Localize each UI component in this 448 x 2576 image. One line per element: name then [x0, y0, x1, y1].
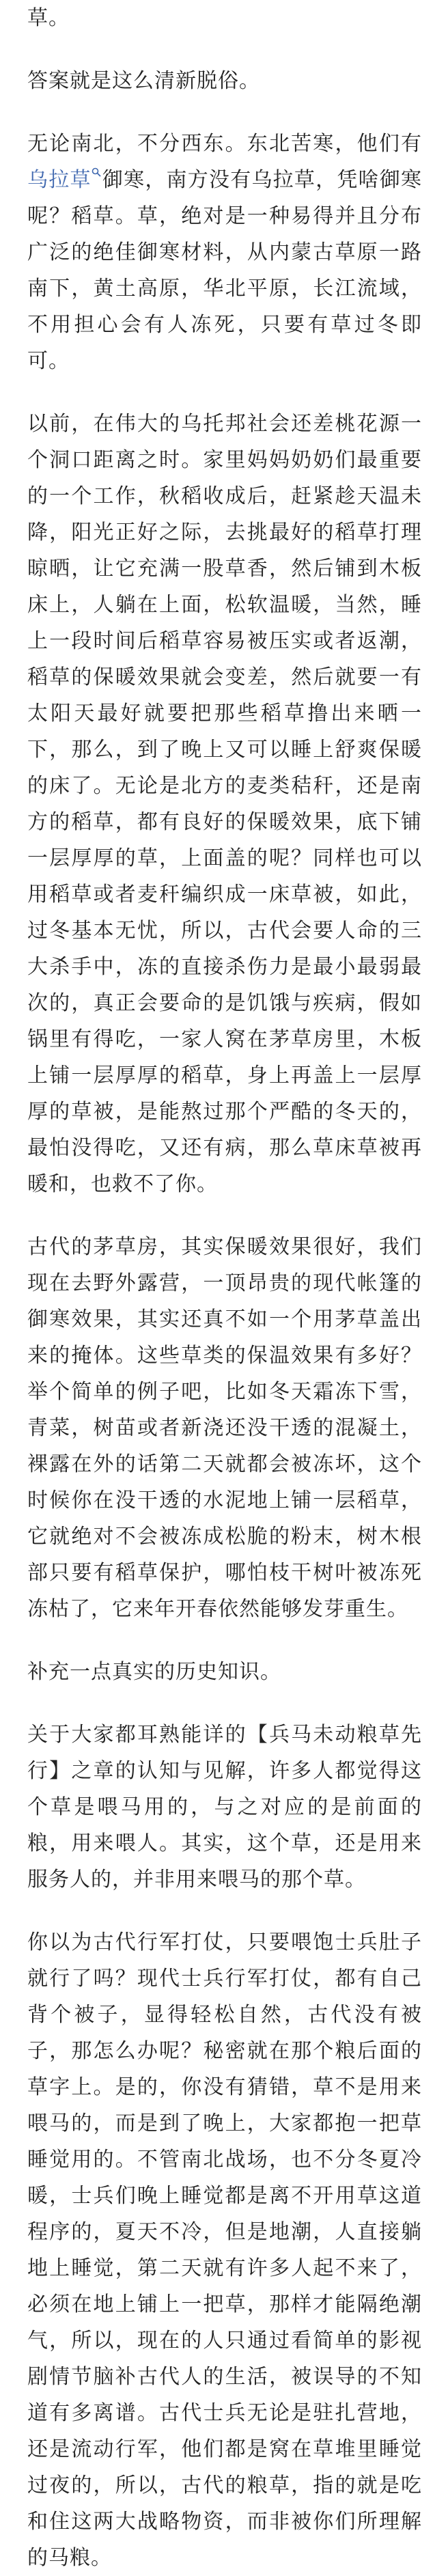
wula-grass-link[interactable]	[27, 168, 102, 192]
link-text[interactable]: 乌拉草	[27, 168, 92, 192]
paragraph-north-south	[27, 126, 422, 379]
paragraph-thatch-house: 古代的茅草房，其实保暖效果很好，我们现在去野外露营，一顶昂贵的现代帐篷的御寒效果，其实还真不如一个用茅草盖出来的掩体。这些草类的保温效果有多好？举个简单的例子吧，比如冬天霜冻下雪，青菜，树苗或者新浇还没干透的混凝土，裸露在外的话第二天就都会被冻坏，这个时候你在没干透的水泥地上铺一层稻草，它就绝对不会被冻成松脆的粉末，树木根部只要有稻草保护，哪怕枝干树叶被冻死冻枯了，它来年开春依然能够发芽重生。	[27, 1235, 422, 1621]
paragraph-text: 御寒，南方没有乌拉草，凭啥御寒呢？稻草。草，绝对是一种易得并且分布广泛的绝佳御寒材料，从内蒙古草原一路南下，黄土高原，华北平原，长江流域，不用担心会有人冻死，只要有草过冬即可。	[27, 168, 423, 373]
paragraph-text: 无论南北，不分西东。东北苦寒，他们有	[27, 132, 422, 156]
paragraph-history-intro: 补充一点真实的历史知识。	[27, 1660, 281, 1684]
paragraph-answer: 草。	[27, 6, 70, 30]
paragraph-straw-bed: 以前，在伟大的乌托邦社会还差桃花源一个洞口距离之时。家里妈妈奶奶们最重要的一个工作，秋稻收成后，赶紧趁天温未降，阳光正好之际，去挑最好的稻草打理晾晒，让它充满一股草香，然后铺到木板床上，人躺在上面，松软温暖，当然，睡上一段时间后稻草容易被压实或者返潮，稻草的保暖效果就会变差，然后就要一有太阳天最好就要把那些稻草撸出来晒一下，那么，到了晚上又可以睡上舒爽保暖的床了。无论是北方的麦类秸秆，还是南方的稻草，都有良好的保暖效果，底下铺一层厚厚的草，上面盖的呢？同样也可以用稻草或者麦秆编织成一床草被，如此，过冬基本无忧，所以，古代会要人命的三大杀手中，冻的直接杀伤力是最小最弱最次的，真正会要命的是饥饿与疾病，假如锅里有得吃，一家人窝在茅草房里，木板上铺一层厚厚的稻草，身上再盖上一层厚厚的草被，是能熬过那个严酷的冬天的，最怕没得吃，又还有病，那么草床草被再暖和，也救不了你。	[27, 412, 422, 1196]
paragraph-army-grass: 你以为古代行军打仗，只要喂饱士兵肚子就行了吗？现代士兵行军打仗，都有自己背个被子，显得轻松自然，古代没有被子，那怎么办呢？秘密就在那个粮后面的草字上。是的，你没有猜错，草不是用来喂马的，而是到了晚上，大家都抱一把草睡觉用的。不管南北战场，也不分冬夏冷暖，士兵们晚上睡觉都是离不开用草这道程序的，夏天不冷，但是地潮，人直接躺地上睡觉，第二天就有许多人起不来了，必须在地上铺上一把草，那样才能隔绝潮气，所以，现在的人只通过看简单的影视剧情节脑补古代人的生活，被误导的不知道有多离谱。古代士兵无论是驻扎营地，还是流动行军，他们都是窝在草堆里睡觉过夜的，所以，古代的粮草，指的就是吃和住这两大战略物资，而非被你们所理解的马粮。	[27, 1930, 422, 2570]
paragraph-idiom: 关于大家都耳熟能详的【兵马未动粮草先行】之章的认知与见解，许多人都觉得这个草是喂马用的，与之对应的是前面的粮，用来喂人。其实，这个草，还是用来服务人的，并非用来喂马的那个草。	[27, 1723, 422, 1892]
search-icon[interactable]	[92, 167, 101, 177]
paragraph-tagline: 答案就是这么清新脱俗。	[27, 69, 260, 93]
